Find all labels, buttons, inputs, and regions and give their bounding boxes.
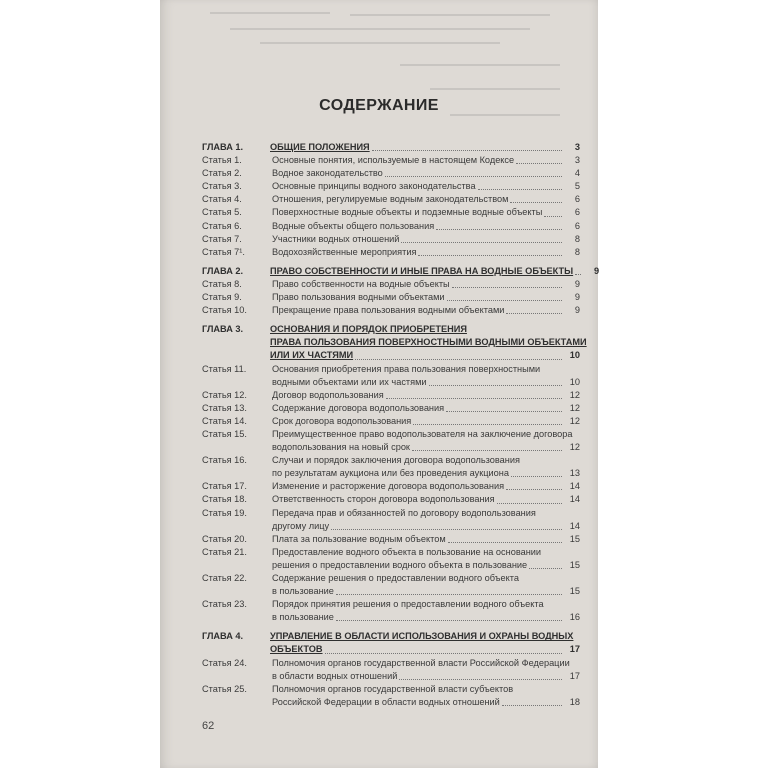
chapter-label: ГЛАВА 2. <box>202 265 244 276</box>
entry-title-text: ОБЪЕКТОВ <box>270 644 323 655</box>
entry-text <box>272 278 580 291</box>
entry-page-number: 8 <box>574 246 580 257</box>
dot-leader <box>478 189 562 190</box>
toc-article <box>202 454 580 480</box>
entry-line <box>272 696 580 709</box>
entry-line <box>272 520 580 533</box>
entry-page-number: 12 <box>569 415 580 426</box>
entry-page-number: 15 <box>569 559 580 570</box>
article-label: Статья 20. <box>202 533 247 544</box>
article-label: Статья 13. <box>202 402 247 413</box>
entry-line <box>272 441 580 454</box>
article-label: Статья 11. <box>202 363 247 374</box>
entry-title-text: Содержание решения о предоставлении водного объекта <box>272 573 519 583</box>
entry-title-text: Отношения, регулируемые водным законодательством <box>272 194 509 205</box>
dot-leader <box>529 568 562 569</box>
dot-leader <box>401 242 562 243</box>
toc-article <box>202 389 580 402</box>
entry-page-number: 4 <box>574 168 580 179</box>
dot-leader <box>429 385 562 386</box>
entry-line <box>270 643 580 656</box>
entry-page-number: 14 <box>569 481 580 492</box>
entry-title-text: Порядок принятия решения о предоставлении водного объекта <box>272 599 544 610</box>
entry-text <box>272 454 580 480</box>
toc-article <box>202 402 580 415</box>
entry-text <box>272 154 580 167</box>
entry-page-number: 9 <box>574 278 580 289</box>
entry-text <box>272 402 580 415</box>
article-label: Статья 23. <box>202 599 247 610</box>
toc-article <box>202 493 580 506</box>
entry-title-text: Водное законодательство <box>272 168 383 179</box>
entry-line <box>272 363 580 376</box>
article-label: Статья 1. <box>202 155 242 166</box>
dot-leader <box>385 176 562 177</box>
dot-leader <box>386 398 562 399</box>
article-label: Статья 3. <box>202 181 242 192</box>
entry-line <box>272 585 580 598</box>
entry-line <box>272 572 580 585</box>
toc-article <box>202 657 580 683</box>
entry-text <box>272 291 580 304</box>
entry-title-text: Поверхностные водные объекты и подземные водные объекты <box>272 207 543 218</box>
entry-page-number: 15 <box>569 586 580 597</box>
entry-line <box>270 349 580 362</box>
entry-line <box>270 265 600 278</box>
entry-text <box>272 363 580 389</box>
dot-leader <box>497 503 562 504</box>
toc-chapter <box>202 265 600 278</box>
entry-line <box>272 611 580 624</box>
article-label: Статья 10. <box>202 305 247 316</box>
entry-title-text: по результатам аукциона или без проведения аукциона <box>272 468 509 479</box>
toc-article <box>202 206 580 219</box>
entry-text <box>272 206 580 219</box>
toc-article <box>202 415 580 428</box>
entry-title-text: Российской Федерации в области водных отношений <box>272 696 500 707</box>
entry-page-number: 3 <box>574 155 580 166</box>
toc-chapter <box>202 323 587 362</box>
entry-page-number: 9 <box>574 305 580 316</box>
entry-title-text: Договор водопользования <box>272 389 384 400</box>
entry-line <box>270 630 580 643</box>
entry-page-number: 6 <box>574 207 580 218</box>
entry-text <box>272 533 580 546</box>
article-label: Статья 18. <box>202 494 247 505</box>
entry-page-number: 17 <box>569 644 580 655</box>
chapter-label: ГЛАВА 4. <box>202 631 244 642</box>
entry-text <box>272 389 580 402</box>
entry-page-number: 10 <box>569 376 580 387</box>
entry-title-text: ИЛИ ИХ ЧАСТЯМИ <box>270 350 354 361</box>
entry-line <box>270 141 580 154</box>
entry-title-text: Полномочия органов государственной власти Российской Федерации <box>272 657 570 668</box>
entry-text <box>270 630 580 656</box>
dot-leader <box>575 274 581 275</box>
entry-text <box>270 323 587 362</box>
entry-title-text: Прекращение права пользования водными объектами <box>272 305 505 316</box>
entry-text <box>272 598 580 624</box>
entry-line <box>272 278 580 291</box>
entry-page-number: 8 <box>574 233 580 244</box>
toc-article <box>202 683 580 709</box>
article-label: Статья 6. <box>202 220 242 231</box>
entry-line <box>272 415 580 428</box>
toc-article <box>202 193 580 206</box>
entry-line <box>272 683 580 696</box>
entry-line <box>270 323 580 336</box>
article-label: Статья 19. <box>202 507 247 518</box>
toc-article <box>202 546 580 572</box>
entry-text <box>272 180 580 193</box>
entry-title-text: Водохозяйственные мероприятия <box>272 246 417 257</box>
toc-article <box>202 507 580 533</box>
entry-title-text: Основные принципы водного законодательства <box>272 181 476 192</box>
article-label: Статья 14. <box>202 415 247 426</box>
entry-page-number: 12 <box>569 442 580 453</box>
entry-page-number: 3 <box>574 142 580 152</box>
entry-line <box>272 670 580 683</box>
entry-line <box>272 376 580 389</box>
dot-leader <box>544 216 562 217</box>
entry-line <box>272 428 580 441</box>
page-title: СОДЕРЖАНИЕ <box>319 97 439 114</box>
dot-leader <box>448 542 562 543</box>
entry-text <box>272 246 580 259</box>
entry-line <box>272 480 580 493</box>
article-label: Статья 15. <box>202 428 247 439</box>
entry-title-text: другому лицу <box>272 520 330 531</box>
dot-leader <box>325 653 562 654</box>
toc-article <box>202 220 580 233</box>
entry-title-text: ПРАВА ПОЛЬЗОВАНИЯ ПОВЕРХНОСТНЫМИ ВОДНЫМИ ОБЪЕКТАМИ <box>270 337 587 348</box>
dot-leader <box>399 679 562 680</box>
dot-leader <box>413 424 562 425</box>
book-page <box>160 0 598 768</box>
entry-text <box>272 572 580 598</box>
entry-page-number: 9 <box>574 292 580 303</box>
entry-title-text: ПРАВО СОБСТВЕННОСТИ И ИНЫЕ ПРАВА НА ВОДНЫЕ ОБЪЕКТЫ <box>270 265 574 276</box>
entry-text <box>272 428 580 454</box>
entry-line <box>272 402 580 415</box>
entry-title-text: Плата за пользование водным объектом <box>272 533 446 544</box>
entry-title-text: Передача прав и обязанностей по договору водопользования <box>272 507 536 518</box>
entry-text <box>272 493 580 506</box>
toc-article <box>202 278 580 291</box>
article-label: Статья 21. <box>202 546 247 557</box>
article-label: Статья 17. <box>202 481 247 492</box>
article-label: Статья 9. <box>202 292 242 303</box>
entry-line <box>272 154 580 167</box>
entry-title-text: Ответственность сторон договора водопользования <box>272 494 495 505</box>
dot-leader <box>506 489 562 490</box>
entry-page-number: 6 <box>574 220 580 231</box>
dot-leader <box>331 529 562 530</box>
entry-title-text: Преимущественное право водопользователя на заключение договора <box>272 428 573 439</box>
dot-leader <box>418 255 562 256</box>
article-label: Статья 7¹. <box>202 246 245 257</box>
entry-line <box>272 493 580 506</box>
entry-text <box>272 415 580 428</box>
entry-title-text: Случаи и порядок заключения договора водопользования <box>272 455 520 466</box>
toc-article <box>202 572 580 598</box>
article-label: Статья 12. <box>202 389 247 400</box>
toc-article <box>202 598 580 624</box>
article-label: Статья 8. <box>202 278 242 289</box>
dot-leader <box>412 450 562 451</box>
entry-page-number: 13 <box>569 468 580 479</box>
entry-page-number: 17 <box>569 670 580 681</box>
entry-title-text: ОСНОВАНИЯ И ПОРЯДОК ПРИОБРЕТЕНИЯ <box>270 324 467 335</box>
entry-title-text: Срок договора водопользования <box>272 415 412 426</box>
entry-line <box>272 180 580 193</box>
article-label: Статья 24. <box>202 657 247 668</box>
entry-title-text: Основные понятия, используемые в настоящем Кодексе <box>272 155 515 166</box>
entry-line <box>272 291 580 304</box>
page-number: 62 <box>202 720 215 732</box>
entry-line <box>272 546 580 559</box>
entry-text <box>272 657 580 683</box>
entry-page-number: 6 <box>574 194 580 205</box>
entry-line <box>272 559 580 572</box>
toc-article <box>202 291 580 304</box>
entry-title-text: Водные объекты общего пользования <box>272 220 435 231</box>
dot-leader <box>436 229 562 230</box>
entry-line <box>272 389 580 402</box>
dot-leader <box>446 411 562 412</box>
dot-leader <box>506 313 562 314</box>
entry-title-text: в области водных отношений <box>272 670 398 681</box>
article-label: Статья 25. <box>202 683 247 694</box>
entry-title-text: Изменение и расторжение договора водопользования <box>272 481 505 492</box>
toc-article <box>202 363 580 389</box>
entry-line <box>272 454 580 467</box>
entry-line <box>272 467 580 480</box>
entry-title-text: решения о предоставлении водного объекта в пользование <box>272 559 528 570</box>
entry-text <box>272 507 580 533</box>
dot-leader <box>511 476 562 477</box>
toc-article <box>202 233 580 246</box>
entry-title-text: Содержание договора водопользования <box>272 402 445 413</box>
entry-title-text: Участники водных отношений <box>272 233 400 244</box>
toc-article <box>202 480 580 493</box>
toc-article <box>202 154 580 167</box>
entry-title-text: водными объектами или их частями <box>272 376 427 387</box>
entry-line <box>272 233 580 246</box>
entry-page-number: 18 <box>569 696 580 707</box>
entry-page-number: 15 <box>569 533 580 544</box>
dot-leader <box>452 287 562 288</box>
toc-chapter <box>202 630 580 656</box>
article-label: Статья 2. <box>202 168 242 179</box>
entry-text <box>272 167 580 180</box>
toc-chapter <box>202 141 580 154</box>
entry-title-text: Предоставление водного объекта в пользование на основании <box>272 546 542 557</box>
chapter-label: ГЛАВА 1. <box>202 142 244 152</box>
entry-line <box>272 533 580 546</box>
dot-leader <box>355 359 562 360</box>
entry-title-text: УПРАВЛЕНИЕ В ОБЛАСТИ ИСПОЛЬЗОВАНИЯ И ОХРАНЫ ВОДНЫХ <box>270 631 574 642</box>
entry-title-text: водопользования на новый срок <box>272 442 410 453</box>
dot-leader <box>510 202 562 203</box>
dot-leader <box>336 594 562 595</box>
entry-title-text: Основания приобретения права пользования поверхностными <box>272 363 541 374</box>
toc-article <box>202 167 580 180</box>
entry-text <box>272 233 580 246</box>
entry-page-number: 14 <box>569 494 580 505</box>
entry-text <box>270 141 580 154</box>
entry-page-number: 14 <box>569 520 580 531</box>
entry-line <box>272 167 580 180</box>
entry-page-number: 9 <box>594 265 600 276</box>
entry-line <box>272 304 580 317</box>
toc-article <box>202 533 580 546</box>
entry-line <box>270 336 587 349</box>
dot-leader <box>372 150 562 151</box>
article-label: Статья 16. <box>202 455 247 466</box>
entry-line <box>272 220 580 233</box>
dot-leader <box>516 163 562 164</box>
entry-title-text: в пользование <box>272 586 334 597</box>
entry-page-number: 12 <box>569 389 580 400</box>
entry-text <box>272 546 580 572</box>
entry-text <box>272 220 580 233</box>
entry-page-number: 10 <box>569 350 580 361</box>
dot-leader <box>336 620 562 621</box>
entry-text <box>272 683 580 709</box>
toc-article <box>202 428 580 454</box>
entry-page-number: 16 <box>569 612 580 623</box>
entry-line <box>272 246 580 259</box>
entry-title-text: в пользование <box>272 612 334 623</box>
entry-text <box>272 193 580 206</box>
entry-page-number: 5 <box>574 181 580 192</box>
entry-title-text: Право пользования водными объектами <box>272 292 445 303</box>
entry-line <box>272 598 580 611</box>
entry-line <box>272 206 580 219</box>
article-label: Статья 4. <box>202 194 242 205</box>
entry-text <box>270 265 600 278</box>
entry-title-text: Право собственности на водные объекты <box>272 278 450 289</box>
entry-text <box>272 304 580 317</box>
entry-text <box>272 480 580 493</box>
entry-title-text: ОБЩИЕ ПОЛОЖЕНИЯ <box>270 142 370 152</box>
article-label: Статья 7. <box>202 233 242 244</box>
toc-article <box>202 180 580 193</box>
entry-page-number: 12 <box>569 402 580 413</box>
dot-leader <box>447 300 562 301</box>
article-label: Статья 5. <box>202 207 242 218</box>
toc-article <box>202 246 580 259</box>
entry-title-text: Полномочия органов государственной власти субъектов <box>272 683 514 694</box>
table-of-contents <box>202 141 600 709</box>
toc-article <box>202 304 580 317</box>
dot-leader <box>502 705 562 706</box>
chapter-label: ГЛАВА 3. <box>202 324 244 335</box>
entry-line <box>272 193 580 206</box>
entry-line <box>272 657 580 670</box>
article-label: Статья 22. <box>202 573 247 583</box>
entry-line <box>272 507 580 520</box>
